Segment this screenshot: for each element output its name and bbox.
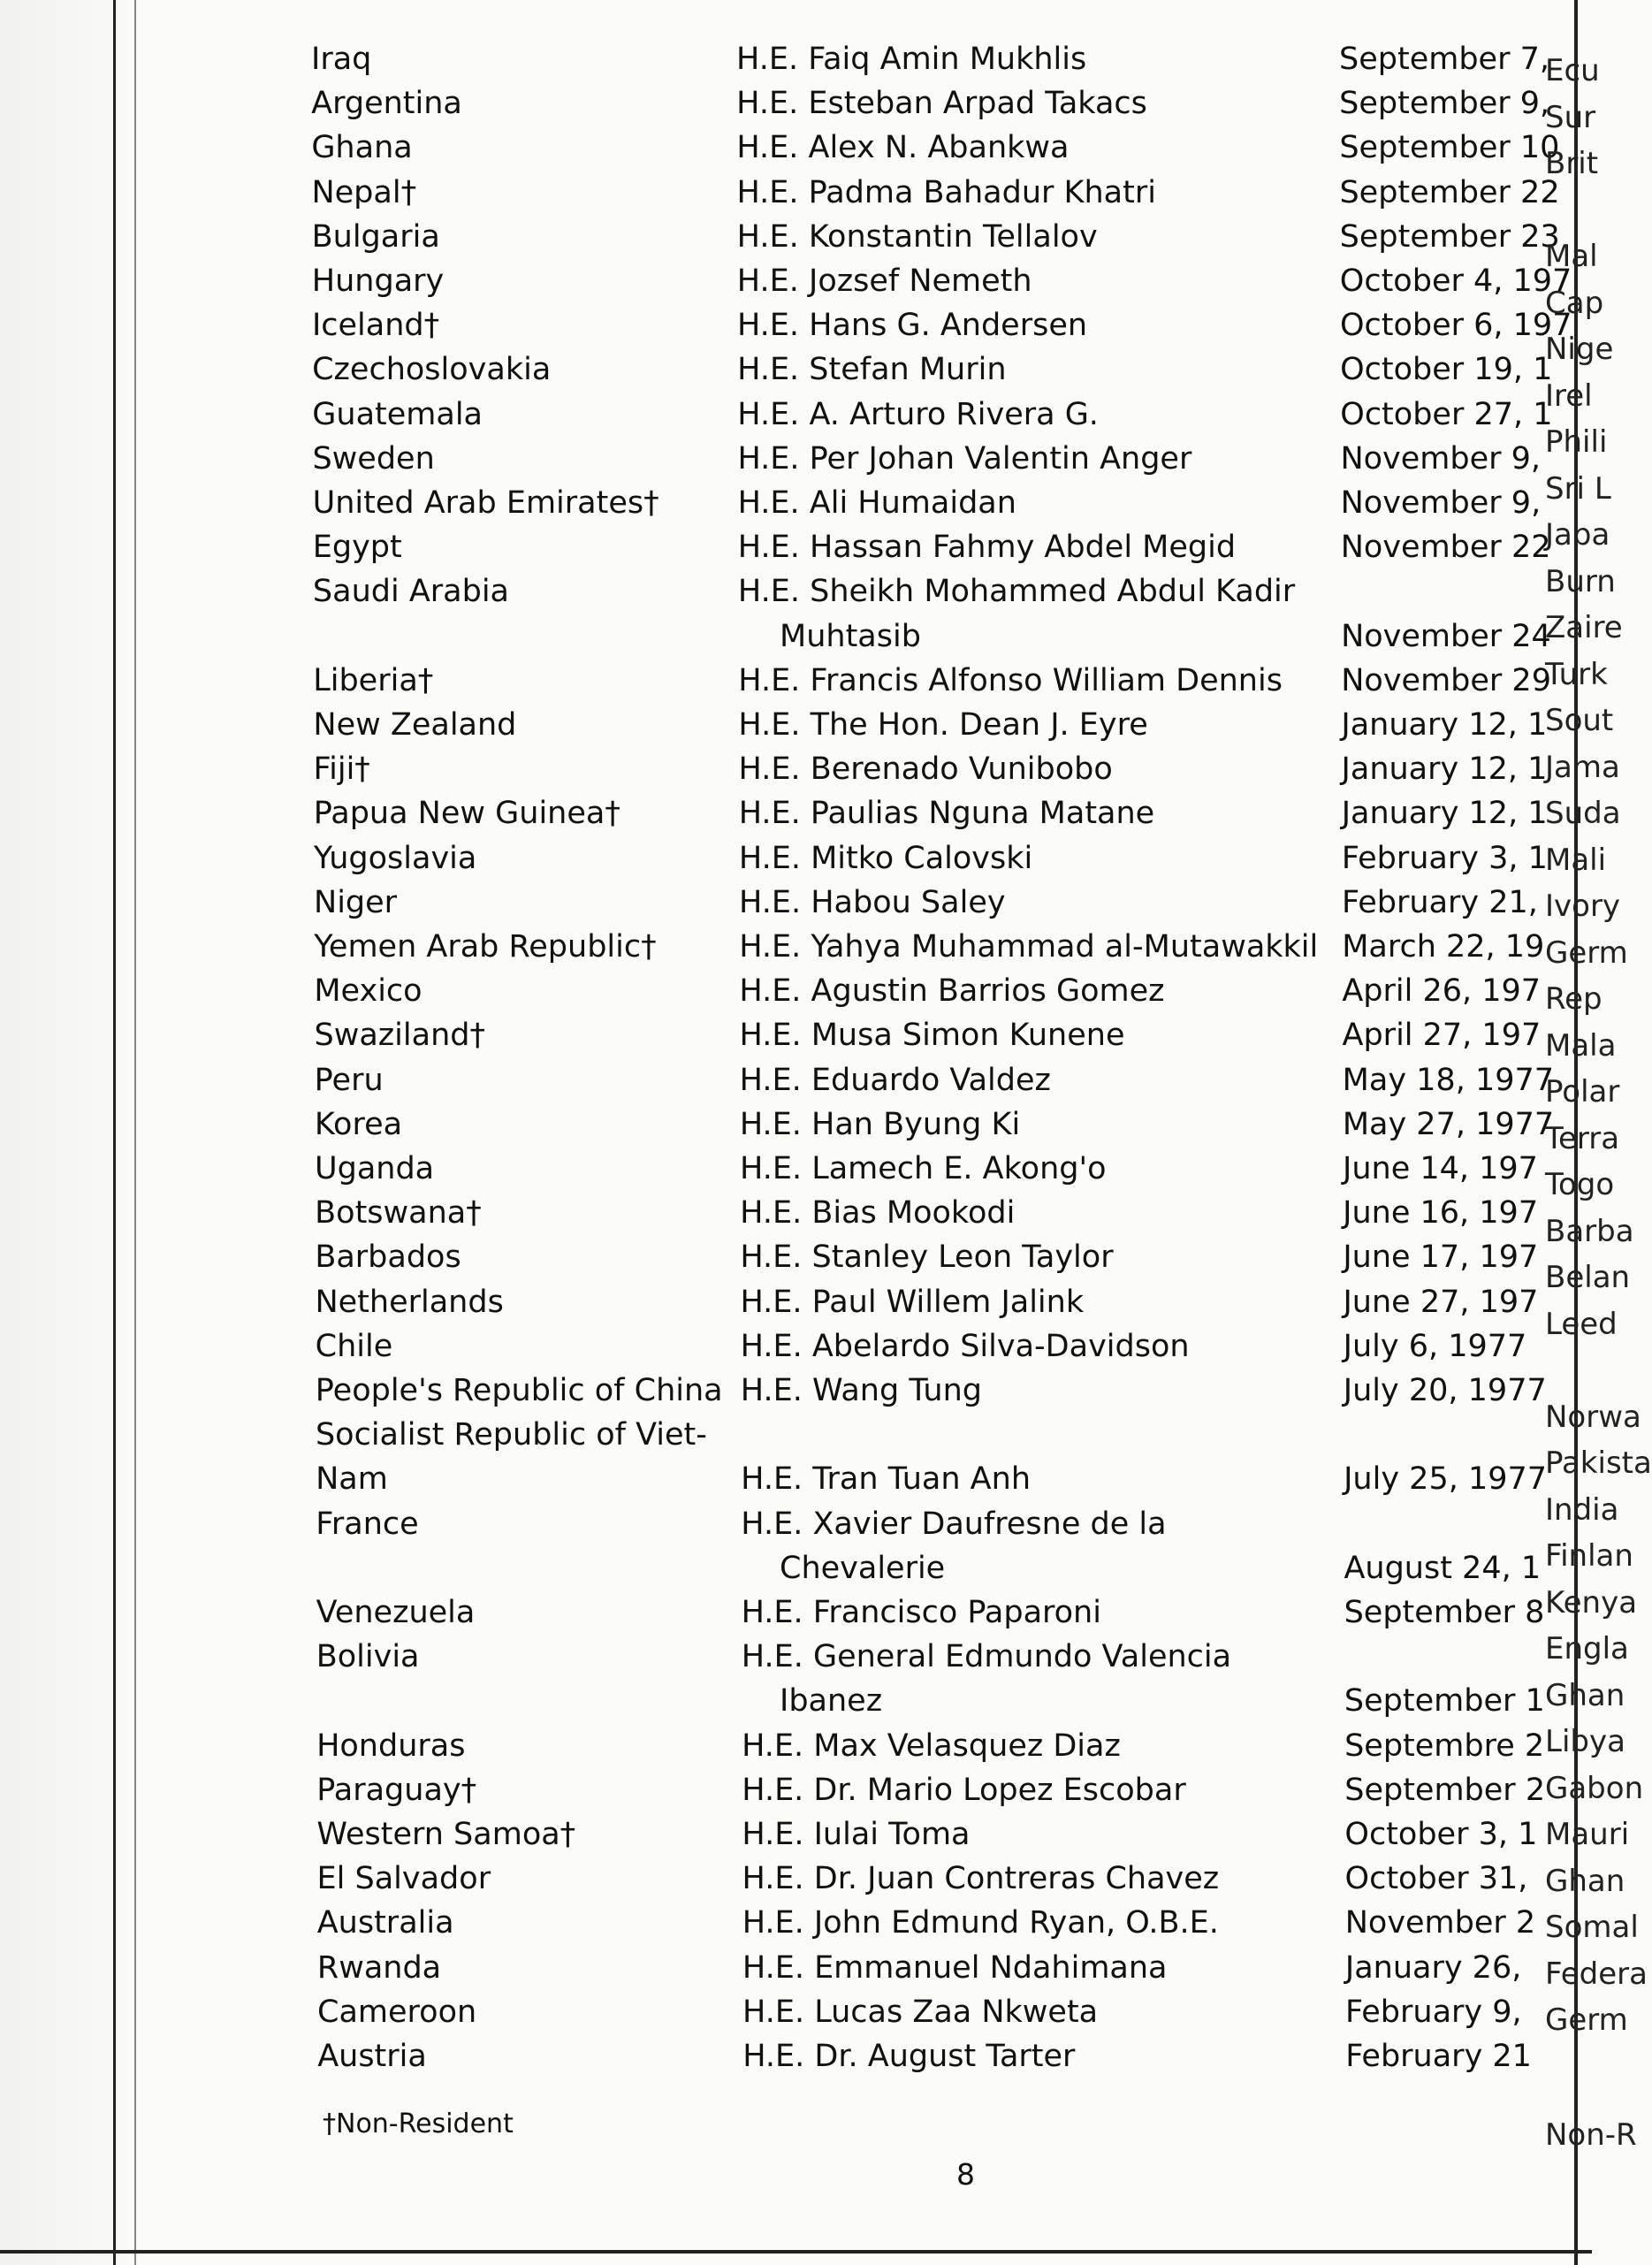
adjacent-page-fragment: Finlan [1545, 1538, 1633, 1574]
adjacent-page-fragment: Ghan [1545, 1863, 1625, 1899]
ambassador-name-cell: H.E. Faiq Amin Mukhlis [736, 42, 1087, 77]
ambassador-name-cell: H.E. Sheikh Mohammed Abdul Kadir [737, 574, 1296, 610]
date-cell: January 26, [1344, 1949, 1522, 1986]
date-cell: September 23 [1339, 218, 1560, 255]
country-cell: Nam [316, 1461, 388, 1498]
list-item [4, 1102, 1555, 1147]
country-cell: Bolivia [316, 1639, 420, 1675]
country-cell: Papua New Guinea† [313, 796, 620, 832]
date-cell: April 27, 197 [1342, 1018, 1542, 1054]
country-cell: United Arab Emirates† [312, 485, 659, 521]
country-cell: Honduras [316, 1727, 466, 1764]
date-cell: August 24, 1 [1344, 1550, 1542, 1586]
country-cell: El Salvador [316, 1861, 491, 1897]
adjacent-page-fragment: Barba [1545, 1213, 1634, 1249]
country-cell: Ghana [311, 130, 413, 166]
ambassador-name-cell: H.E. Paul Willem Jalink [740, 1284, 1085, 1320]
country-cell: Egypt [312, 530, 402, 566]
list-item [1, 303, 1572, 347]
country-cell: Austria [317, 2039, 427, 2074]
date-cell: September 8 [1344, 1595, 1545, 1630]
adjacent-page-column [1545, 0, 1652, 2265]
date-cell: October 4, 197 [1339, 263, 1572, 299]
country-cell: Botswana† [315, 1195, 482, 1232]
ambassador-name-cell: H.E. Berenado Vunibobo [738, 751, 1113, 788]
date-cell: July 6, 1977 [1343, 1328, 1527, 1364]
date-cell: October 27, 1 [1340, 396, 1553, 432]
ambassador-name-cell: H.E. Han Byung Ki [739, 1106, 1021, 1142]
country-cell: Paraguay† [316, 1772, 477, 1808]
list-item [3, 969, 1541, 1013]
date-cell: September 9, [1339, 86, 1550, 122]
date-cell: January 12, 1 [1341, 751, 1548, 788]
adjacent-page-fragment: Pakista [1545, 1445, 1652, 1481]
ambassador-name-cell: H.E. Per Johan Valentin Anger [737, 440, 1192, 477]
adjacent-page-fragment: Polar [1545, 1074, 1620, 1110]
country-cell: Chile [315, 1328, 393, 1364]
date-cell: October 6, 197 [1339, 308, 1572, 344]
page-number: 8 [956, 2157, 975, 2192]
list-item [4, 1502, 1542, 1546]
adjacent-page-fragment: Irel [1545, 378, 1593, 414]
date-cell: March 22, 19 [1342, 929, 1545, 965]
list-item [5, 1679, 1543, 1723]
ambassador-name-cell: H.E. Dr. August Tarter [742, 2039, 1076, 2074]
list-item [2, 481, 1540, 525]
ambassador-name-cell: H.E. A. Arturo Rivera G. [737, 396, 1099, 432]
list-item [6, 1990, 1544, 2034]
ambassador-name-cell: H.E. Dr. Mario Lopez Escobar [742, 1772, 1186, 1808]
country-cell: Iraq [311, 42, 372, 77]
adjacent-page-fragment: Mala [1545, 1027, 1617, 1064]
ambassador-name-cell: H.E. Lucas Zaa Nkweta [742, 1994, 1099, 2030]
ambassador-name-cell: H.E. Wang Tung [740, 1373, 982, 1408]
list-item [4, 1235, 1542, 1279]
date-cell: June 14, 197 [1343, 1151, 1538, 1186]
ambassador-name-cell: H.E. Alex N. Abankwa [736, 130, 1070, 166]
country-cell: Yugoslavia [313, 840, 477, 876]
ambassador-name-cell: H.E. John Edmund Ryan, O.B.E. [742, 1905, 1219, 1941]
adjacent-page-fragment: Mali [1545, 842, 1607, 878]
date-cell: February 9, [1345, 1994, 1522, 2030]
list-item [0, 171, 1560, 215]
date-cell: November 2 [1344, 1905, 1536, 1941]
date-cell: July 20, 1977 [1343, 1373, 1547, 1408]
country-cell: Saudi Arabia [312, 574, 509, 610]
adjacent-page-fragment: Gabon [1545, 1770, 1644, 1806]
adjacent-page-fragment: Zaire [1545, 610, 1623, 645]
ambassador-name-cell: H.E. Tran Tuan Anh [741, 1461, 1031, 1498]
country-cell: Iceland† [311, 308, 440, 344]
ambassador-name-cell: H.E. Hans G. Andersen [736, 308, 1088, 344]
list-item [1, 259, 1572, 303]
adjacent-page-fragment: Ecu [1545, 53, 1600, 88]
ambassador-name-cell: H.E. Esteban Arpad Takacs [736, 86, 1147, 122]
country-cell: Barbados [315, 1239, 461, 1276]
adjacent-page-fragment: Brit [1545, 146, 1599, 181]
list-item [6, 2034, 1544, 2078]
adjacent-page-fragment: Burn [1545, 563, 1616, 599]
adjacent-page-fragment: Nige [1545, 332, 1614, 367]
adjacent-page-fragment: Ghan [1545, 1677, 1625, 1713]
date-cell: January 12, 1 [1341, 796, 1548, 832]
list-item [4, 1413, 1542, 1457]
ambassador-name-cell: H.E. Konstantin Tellalov [736, 218, 1098, 255]
ambassador-name-cell: H.E. Habou Saley [739, 884, 1006, 920]
country-cell: New Zealand [313, 707, 517, 743]
list-item [6, 1857, 1544, 1901]
list-item [4, 1369, 1547, 1413]
ambassador-name-cell: H.E. Stefan Murin [737, 352, 1007, 388]
adjacent-page-fragment: Rep [1545, 981, 1603, 1017]
country-cell: France [316, 1506, 419, 1542]
country-cell: People's Republic of China [315, 1373, 723, 1408]
list-item [5, 1812, 1543, 1857]
list-item [1, 347, 1553, 392]
country-cell: Cameroon [317, 1994, 477, 2030]
date-cell: November 9, [1340, 440, 1542, 477]
date-cell: November 24 [1341, 618, 1551, 654]
ambassador-name-cell: H.E. General Edmundo Valencia [741, 1639, 1232, 1675]
country-cell: Niger [314, 884, 398, 920]
ambassador-name-cell: H.E. Iulai Toma [742, 1817, 971, 1852]
adjacent-page-fragment: Phili [1545, 424, 1608, 460]
ambassador-name-cell: H.E. Yahya Muhammad al-Mutawakkil [739, 929, 1319, 965]
date-cell: May 18, 1977 [1342, 1062, 1555, 1098]
list-item [3, 791, 1548, 835]
country-cell: Peru [314, 1062, 384, 1098]
list-item [1, 215, 1560, 259]
country-cell: Swaziland† [314, 1018, 485, 1054]
wrapped-name-line: Muhtasib [780, 618, 921, 654]
wrapped-name-line: Ibanez [780, 1683, 883, 1720]
list-item [0, 81, 1550, 126]
list-item [3, 881, 1541, 925]
list-item [5, 1768, 1546, 1812]
date-cell: November 22 [1340, 530, 1551, 566]
list-item [4, 1147, 1542, 1191]
date-cell: September 1 [1344, 1683, 1545, 1720]
adjacent-page-fragment: Libya [1545, 1724, 1625, 1759]
adjacent-page-fragment: Non-R [1545, 2117, 1637, 2153]
country-cell: Liberia† [313, 662, 434, 698]
list-item [1, 393, 1553, 437]
country-cell: Bulgaria [311, 218, 440, 255]
ambassador-name-cell: H.E. Stanley Leon Taylor [740, 1239, 1114, 1276]
country-cell: Czechoslovakia [312, 352, 552, 388]
adjacent-page-fragment: India [1545, 1491, 1619, 1528]
list-item [3, 925, 1545, 969]
country-cell: Yemen Arab Republic† [314, 929, 657, 965]
list-item [3, 836, 1548, 881]
date-cell: February 3, 1 [1341, 840, 1548, 876]
date-cell: February 21 [1345, 2039, 1532, 2074]
list-item [5, 1590, 1543, 1635]
adjacent-page-fragment: Ivory [1545, 888, 1621, 924]
adjacent-page-fragment: Engla [1545, 1631, 1629, 1666]
ambassador-name-cell: H.E. Agustin Barrios Gomez [739, 973, 1165, 1010]
list-item [2, 569, 1540, 614]
ambassador-name-cell: H.E. Hassan Fahmy Abdel Megid [737, 530, 1237, 566]
list-item [4, 1191, 1542, 1235]
list-item [5, 1724, 1543, 1768]
list-item [4, 1324, 1542, 1369]
ambassador-name-cell: H.E. Padma Bahadur Khatri [736, 174, 1156, 210]
list-item [5, 1635, 1543, 1679]
page-bottom-edge [0, 2250, 1592, 2254]
adjacent-page-fragment: Germ [1545, 934, 1628, 971]
date-cell: June 27, 197 [1343, 1284, 1539, 1320]
date-cell: May 27, 1977 [1342, 1106, 1555, 1142]
date-cell: April 26, 197 [1342, 973, 1542, 1010]
list-item [0, 126, 1560, 170]
adjacent-page-fragment: Sri L [1545, 470, 1611, 507]
list-item [2, 614, 1551, 659]
date-cell: November 29 [1341, 662, 1551, 698]
list-item [4, 1013, 1542, 1057]
ambassador-name-cell: H.E. Abelardo Silva-Davidson [740, 1328, 1190, 1364]
list-item [6, 1901, 1544, 1945]
ambassador-name-cell: H.E. Xavier Daufresne de la [741, 1506, 1167, 1542]
date-cell: June 16, 197 [1343, 1195, 1539, 1232]
ambassador-name-cell: H.E. Emmanuel Ndahimana [742, 1949, 1168, 1986]
adjacent-page-fragment: Belan [1545, 1260, 1631, 1295]
ambassador-name-cell: H.E. Lamech E. Akong'o [740, 1151, 1107, 1186]
adjacent-page-fragment: Federa [1545, 1956, 1648, 1992]
adjacent-page-fragment: Leed [1545, 1306, 1618, 1342]
ambassador-name-cell: H.E. Max Velasquez Diaz [742, 1727, 1121, 1764]
date-cell: February 21, [1342, 884, 1538, 920]
adjacent-page-fragment: Cap [1545, 285, 1604, 321]
country-cell: Western Samoa† [316, 1817, 576, 1852]
wrapped-name-line: Chevalerie [780, 1550, 946, 1586]
ambassador-name-cell: H.E. Eduardo Valdez [739, 1062, 1051, 1098]
country-cell: Argentina [311, 86, 462, 122]
adjacent-page-fragment: Sout [1545, 703, 1614, 738]
adjacent-page-fragment: Sur [1545, 99, 1596, 135]
ambassador-name-cell: H.E. Ali Humaidan [737, 485, 1016, 521]
country-cell: Nepal† [311, 174, 417, 210]
ambassador-name-cell: H.E. The Hon. Dean J. Eyre [738, 707, 1148, 743]
ambassador-name-cell: H.E. Musa Simon Kunene [739, 1018, 1125, 1054]
adjacent-page-fragment: Togo [1545, 1167, 1615, 1202]
date-cell: October 3, 1 [1344, 1817, 1538, 1852]
ambassador-name-cell: H.E. Bias Mookodi [740, 1195, 1016, 1232]
list-item [0, 37, 1549, 81]
adjacent-page-fragment: Japa [1545, 517, 1610, 553]
date-cell: September 10 [1339, 130, 1560, 166]
country-cell: Venezuela [316, 1595, 476, 1630]
country-cell: Mexico [314, 973, 423, 1010]
list-item [2, 659, 1551, 703]
list-item [1, 437, 1542, 481]
list-item [3, 747, 1548, 791]
list-item [6, 1946, 1544, 1990]
date-cell: September 22 [1339, 174, 1560, 210]
list-item [4, 1058, 1555, 1102]
country-cell: Fiji† [313, 751, 370, 788]
country-cell: Guatemala [312, 396, 483, 432]
date-cell: September 7, [1339, 42, 1549, 77]
date-cell: January 12, 1 [1341, 707, 1548, 743]
adjacent-page-fragment: Norwa [1545, 1399, 1641, 1435]
adjacent-page-fragment: Mauri [1545, 1817, 1630, 1852]
ambassador-name-cell: H.E. Mitko Calovski [738, 840, 1033, 876]
date-cell: September 2 [1344, 1772, 1546, 1808]
adjacent-page-fragment: Suda [1545, 796, 1621, 831]
country-cell: Uganda [315, 1151, 435, 1186]
adjacent-page-fragment: Jama [1545, 749, 1620, 785]
ambassador-name-cell: H.E. Jozsef Nemeth [736, 263, 1032, 299]
date-cell: November 9, [1340, 485, 1542, 521]
ambassador-name-cell: H.E. Francisco Paparoni [741, 1595, 1101, 1630]
ambassador-name-cell: H.E. Dr. Juan Contreras Chavez [742, 1861, 1220, 1897]
list-item [4, 1546, 1542, 1590]
country-cell: Hungary [311, 263, 445, 299]
list-item [2, 525, 1551, 569]
date-cell: July 25, 1977 [1344, 1461, 1548, 1498]
adjacent-page-fragment: Kenya [1545, 1584, 1638, 1621]
country-cell: Australia [316, 1905, 454, 1941]
list-item [4, 1457, 1548, 1501]
date-cell: October 19, 1 [1340, 352, 1553, 388]
list-item [4, 1280, 1542, 1324]
adjacent-page-fragment: Somal [1545, 1910, 1639, 1945]
adjacent-page-fragment: Terra [1545, 1120, 1620, 1156]
country-cell: Socialist Republic of Viet- [315, 1417, 707, 1453]
adjacent-page-fragment: Turk [1545, 656, 1608, 692]
adjacent-page-fragment: Germ [1545, 2002, 1628, 2038]
ambassador-name-cell: H.E. Paulias Nguna Matane [738, 796, 1155, 832]
date-cell: Septembre 2 [1344, 1727, 1545, 1764]
country-cell: Sweden [312, 440, 435, 477]
footnote: †Non-Resident [323, 2109, 514, 2139]
country-cell: Rwanda [316, 1949, 442, 1986]
country-cell: Netherlands [315, 1284, 504, 1320]
list-item [2, 703, 1548, 747]
country-cell: Korea [314, 1106, 403, 1142]
date-cell: June 17, 197 [1343, 1239, 1539, 1276]
date-cell: October 31, [1344, 1861, 1528, 1897]
ambassador-name-cell: H.E. Francis Alfonso William Dennis [738, 662, 1283, 698]
adjacent-page-fragment: Mal [1545, 239, 1598, 274]
